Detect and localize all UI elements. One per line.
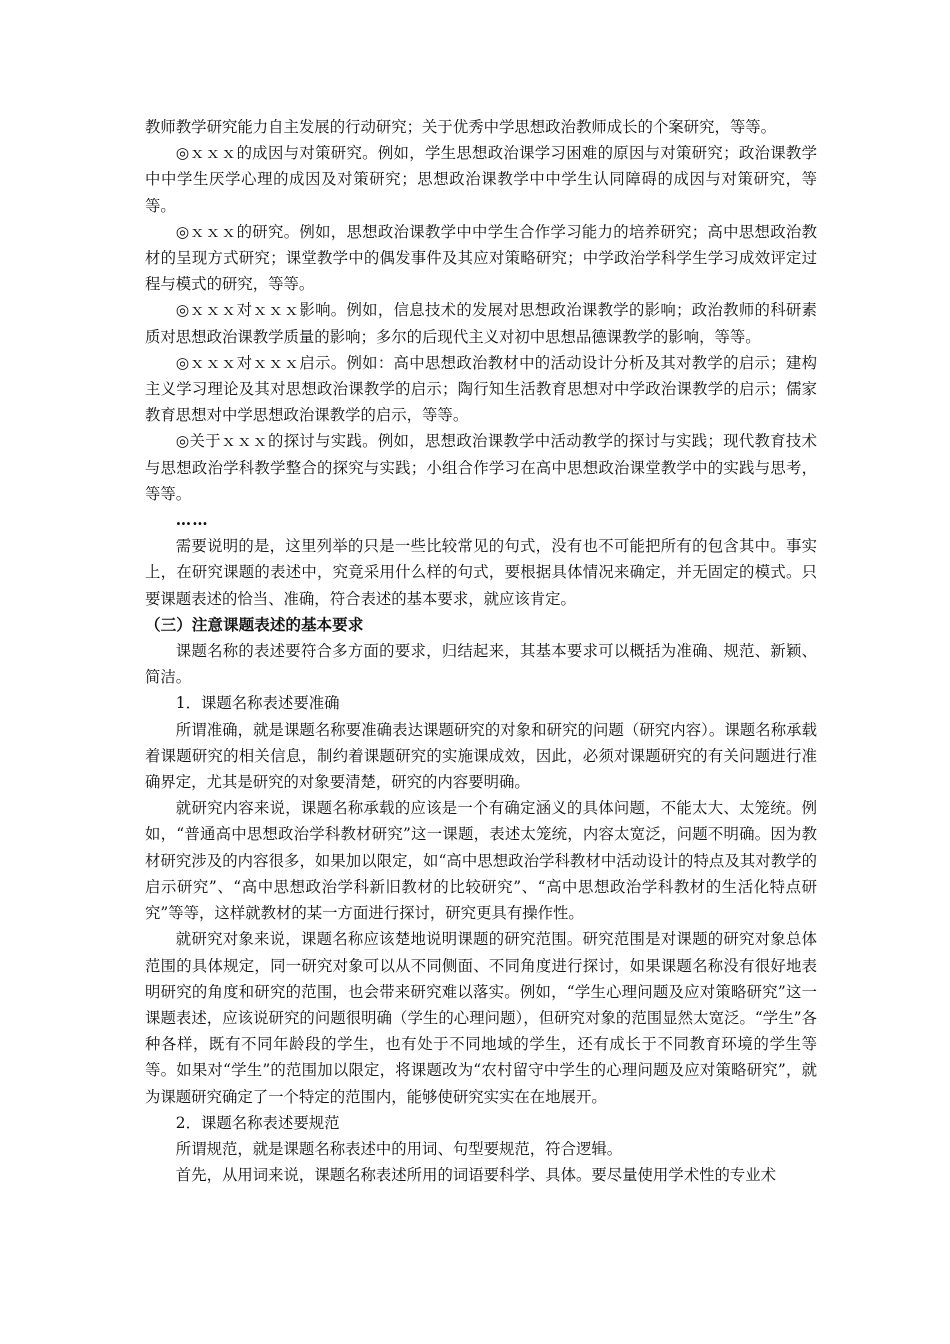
paragraph-pattern-influence: ◎ｘｘｘ对ｘｘｘ影响。例如，信息技术的发展对思想政治课教学的影响；政治教师的科研素质对思想政治课教学质量的影响；多尔的后现代主义对初中思想品德课教学的影响，等等。 bbox=[145, 301, 817, 346]
paragraph-pattern-research: ◎ｘｘｘ的研究。例如，思想政治课教学中中学生合作学习能力的培养研究；高中思想政治教材的呈现方式研究；课堂教学中的偶发事件及其应对策略研究；中学政治学科学生学习成效评定过程与模式的研究，等等。 bbox=[145, 222, 817, 294]
paragraph-pattern-causes: ◎ｘｘｘ的成因与对策研究。例如，学生思想政治课学习困难的原因与对策研究；政治课教学中中学生厌学心理的成因及对策研究；思想政治课教学中中学生认同障碍的成因与对策研究，等等。 bbox=[145, 144, 817, 215]
subheading-accurate: 1．课题名称表述要准确 bbox=[175, 694, 340, 713]
paragraph-pattern-practice: ◎关于ｘｘｘ的探讨与实践。例如，思想政治课教学中活动教学的探讨与实践；现代教育技术与思想政治学科教学整合的探究与实践；小组合作学习在高中思想政治课堂教学中的实践与思考，等等。 bbox=[145, 432, 817, 503]
paragraph-accurate-definition: 所谓准确，就是课题名称要准确表达课题研究的对象和研究的问题（研究内容）。课题名称承载着课题研究的相关信息，制约着课题研究的实施课成效，因此，必须对课题研究的有关问题进行准确界定，尤其是研究的对象要清楚，研究的内容要明确。 bbox=[145, 720, 817, 792]
ellipsis-line: …… bbox=[175, 511, 209, 530]
paragraph-research-content: 就研究内容来说，课题名称承载的应该是一个有确定涵义的具体问题，不能太大、太笼统。例如，“普通高中思想政治学科教材研究”这一课题，表述太笼统，内容太宽泛，问题不明确。因为教材研究涉及的内容很多，如果加以限定，如“高中思想政治学科教材中活动设计的特点及其对教学的启示研究”、“高中思想政治学科新旧教材的比较研究”、“高中思想政治学科教材的生活化特点研究”等等，这样就教材的某一方面进行探讨，研究更具有操作性。 bbox=[145, 799, 817, 923]
subheading-standard: 2．课题名称表述要规范 bbox=[175, 1113, 340, 1132]
paragraph-pattern-inspiration: ◎ｘｘｘ对ｘｘｘ启示。例如：高中思想政治教材中的活动设计分析及其对教学的启示；建构主义学习理论及其对思想政治课教学的启示；陶行知生活教育思想对中学政治课教学的启示；儒家教育思想对中学思想政治课教学的启示，等等。 bbox=[145, 353, 817, 425]
section-heading: （三）注意课题表述的基本要求 bbox=[145, 615, 364, 634]
paragraph-research-object: 就研究对象来说，课题名称应该楚地说明课题的研究范围。研究范围是对课题的研究对象总体范围的具体规定，同一研究对象可以从不同侧面、不同角度进行探讨，如果课题名称没有很好地表明研究的角度和研究的范围，也会带来研究难以落实。例如，“学生心理问题及应对策略研究”这一课题表述，应该说研究的问题很明确（学生的心理问题），但研究对象的范围显然太宽泛。“学生”各种各样，既有不同年龄段的学生，也有处于不同地域的学生，还有成长于不同教育环境的学生等等。如果对“学生”的范围加以限定，将课题改为“农村留守中学生的心理问题及应对策略研究”，就为课题研究确定了一个特定的范围内，能够使研究实实在在地展开。 bbox=[145, 930, 817, 1106]
paragraph-note: 需要说明的是，这里列举的只是一些比较常见的句式，没有也不可能把所有的包含其中。事实上，在研究课题的表述中，究竟采用什么样的句式，要根据具体情况来确定，并无固定的模式。只要课题表述的恰当、准确，符合表述的基本要求，就应该肯定。 bbox=[145, 537, 817, 608]
document-page bbox=[145, 114, 817, 1188]
paragraph-requirements: 课题名称的表述要符合多方面的要求，归结起来，其基本要求可以概括为准确、规范、新颖、简洁。 bbox=[145, 642, 817, 687]
paragraph-continuation: 教师教学研究能力自主发展的行动研究；关于优秀中学思想政治教师成长的个案研究，等等。 bbox=[145, 118, 777, 136]
paragraph-word-usage: 首先，从用词来说，课题名称表述所用的词语要科学、具体。要尽量使用学术性的专业术 bbox=[175, 1166, 777, 1185]
paragraph-standard-definition: 所谓规范，就是课题名称表述中的用词、句型要规范，符合逻辑。 bbox=[175, 1139, 623, 1158]
